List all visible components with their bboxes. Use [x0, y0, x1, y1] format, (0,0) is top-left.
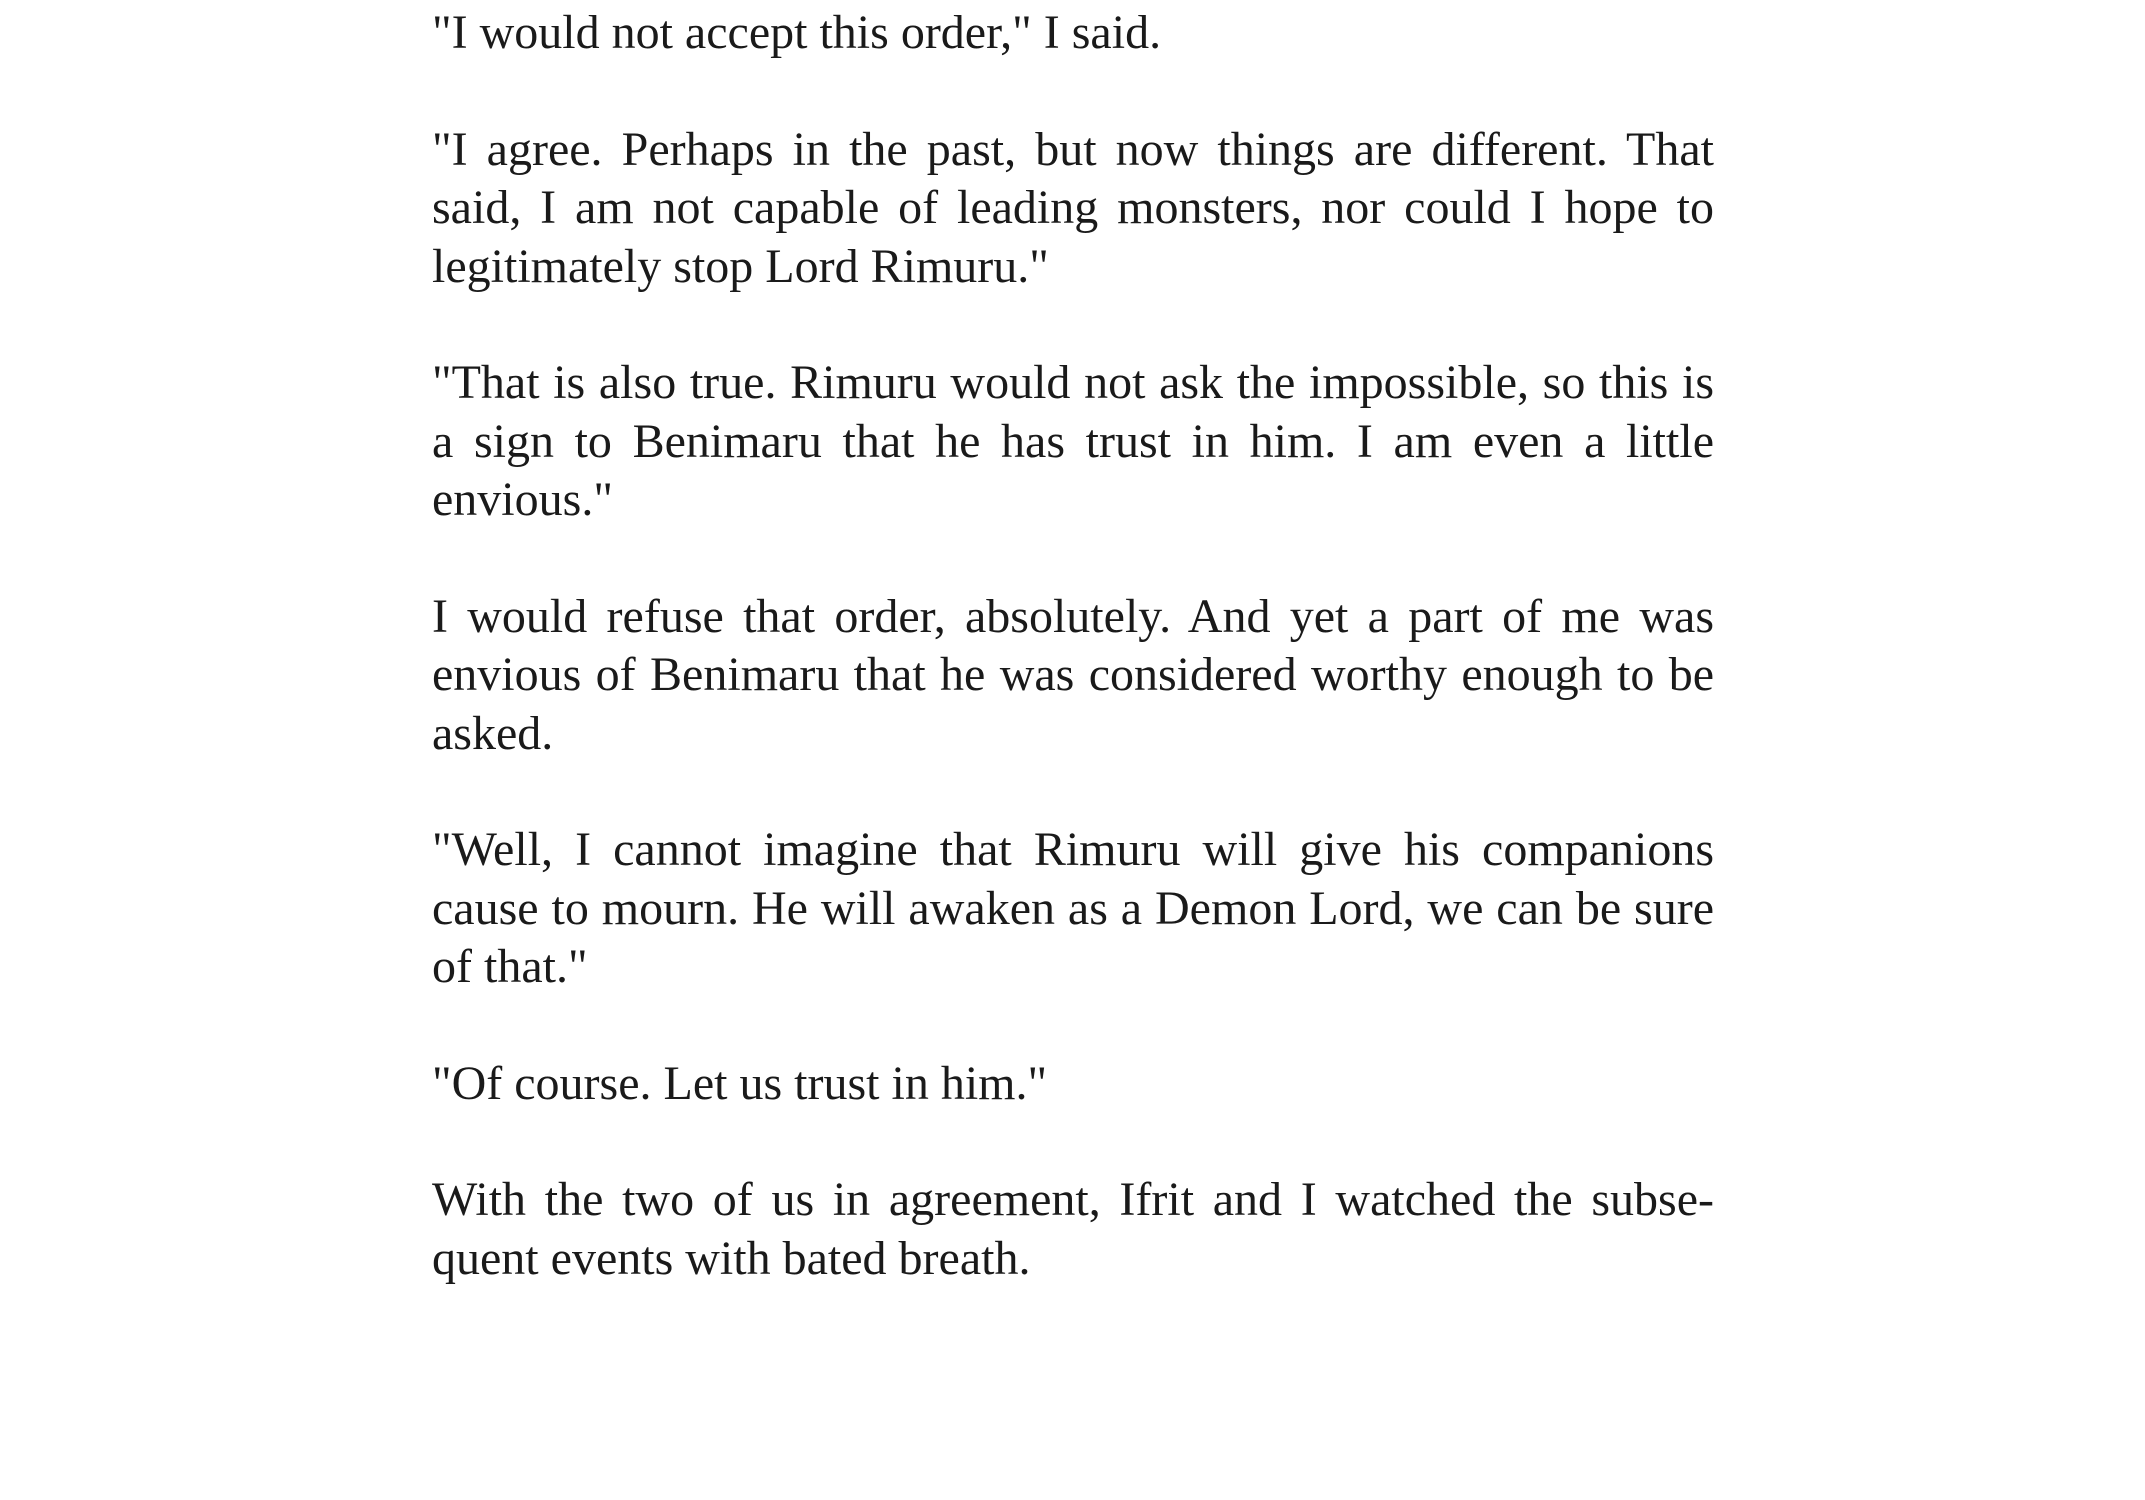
paragraph-5: "Well, I cannot imagine that Rimuru will give his companions cause to mourn. He will awaken as a Demon Lord, we can be sure of that.": [432, 823, 1714, 993]
paragraph-7: With the two of us in agreement, Ifrit and I watched the subsequent events with bated breath.: [432, 1173, 1714, 1285]
paragraph-6: "Of course. Let us trust in him.": [432, 1056, 1048, 1110]
paragraph-3: "That is also true. Rimuru would not ask the impossible, so this is a sign to Benimaru that he has trust in him. I am even a little envious.": [432, 356, 1714, 526]
page-text: [432, 0, 1714, 1346]
paragraph-4: I would refuse that order, absolutely. And yet a part of me was envious of Benimaru that he was considered worthy enough to be asked.: [432, 589, 1714, 760]
paragraph-2: "I agree. Perhaps in the past, but now things are different. That said, I am not capable of leading monsters, nor could I hope to legitimately stop Lord Rimuru.": [432, 122, 1714, 293]
paragraph-1: "I would not accept this order," I said.: [432, 6, 1162, 59]
